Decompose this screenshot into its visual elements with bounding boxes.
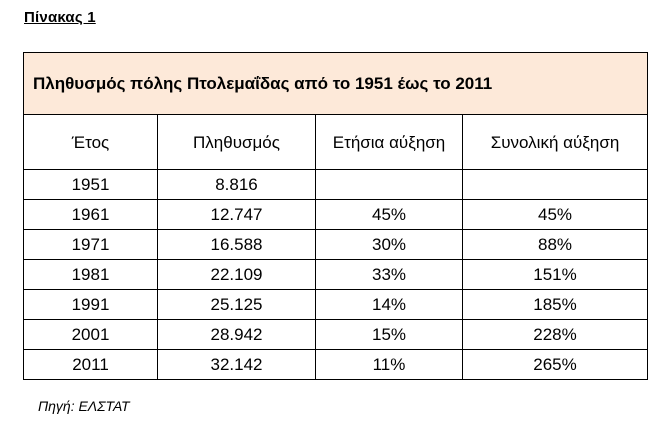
cell-year: 1991 — [24, 290, 158, 320]
table-caption: Πληθυσμός πόλης Πτολεμαΐδας από το 1951 έως το 2011 — [24, 53, 648, 115]
table-heading: Πίνακας 1 — [24, 9, 96, 26]
cell-population: 8.816 — [158, 170, 316, 200]
cell-population: 28.942 — [158, 320, 316, 350]
cell-annual-increase: 33% — [316, 260, 463, 290]
header-row — [24, 115, 648, 170]
cell-population: 32.142 — [158, 350, 316, 380]
table-row — [24, 260, 648, 290]
cell-annual-increase — [316, 170, 463, 200]
source-note: Πηγή: ΕΛΣΤΑΤ — [38, 398, 130, 414]
cell-year: 1951 — [24, 170, 158, 200]
cell-annual-increase: 11% — [316, 350, 463, 380]
cell-total-increase: 151% — [463, 260, 648, 290]
cell-total-increase: 45% — [463, 200, 648, 230]
table-row — [24, 320, 648, 350]
cell-population: 12.747 — [158, 200, 316, 230]
cell-total-increase: 185% — [463, 290, 648, 320]
cell-year: 1971 — [24, 230, 158, 260]
cell-annual-increase: 15% — [316, 320, 463, 350]
cell-total-increase: 228% — [463, 320, 648, 350]
table-row — [24, 230, 648, 260]
cell-total-increase: 265% — [463, 350, 648, 380]
cell-population: 22.109 — [158, 260, 316, 290]
caption-row — [24, 53, 648, 115]
cell-annual-increase: 14% — [316, 290, 463, 320]
cell-annual-increase: 30% — [316, 230, 463, 260]
table-row — [24, 170, 648, 200]
column-header-population: Πληθυσμός — [158, 115, 316, 170]
table-row — [24, 200, 648, 230]
column-header-annual-increase: Ετήσια αύξηση — [316, 115, 463, 170]
cell-population: 16.588 — [158, 230, 316, 260]
cell-year: 2001 — [24, 320, 158, 350]
population-table — [23, 52, 648, 380]
table-row — [24, 290, 648, 320]
cell-total-increase — [463, 170, 648, 200]
column-header-year: Έτος — [24, 115, 158, 170]
cell-year: 2011 — [24, 350, 158, 380]
cell-total-increase: 88% — [463, 230, 648, 260]
cell-population: 25.125 — [158, 290, 316, 320]
column-header-total-increase: Συνολική αύξηση — [463, 115, 648, 170]
table-row — [24, 350, 648, 380]
cell-year: 1961 — [24, 200, 158, 230]
cell-annual-increase: 45% — [316, 200, 463, 230]
cell-year: 1981 — [24, 260, 158, 290]
